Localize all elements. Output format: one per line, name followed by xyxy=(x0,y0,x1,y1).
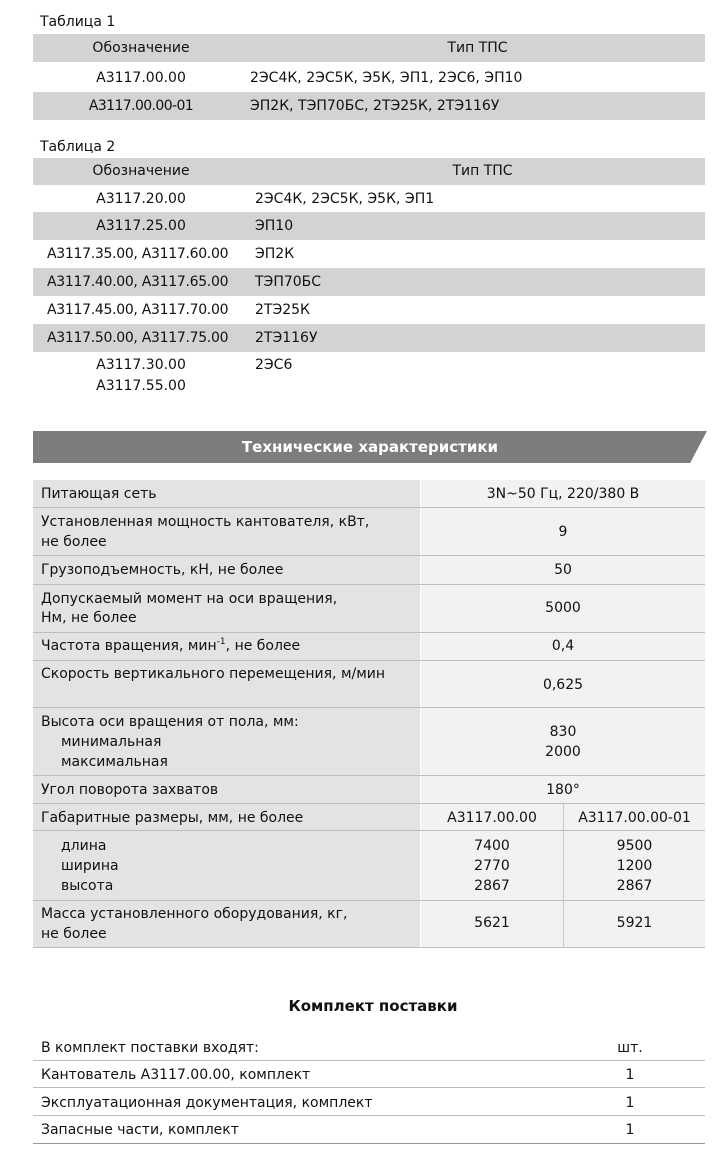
kit-title: Комплект поставки xyxy=(288,997,458,1015)
table2-row4-type: ТЭП70БС xyxy=(255,274,322,290)
table1-caption: Таблица 1 xyxy=(40,14,116,30)
kit-item-3-qty: 1 xyxy=(625,1122,635,1138)
table2-row1-type: 2ЭС4К, 2ЭС5К, Э5К, ЭП1 xyxy=(255,191,435,207)
spec-vspeed-label: Скорость вертикального перемещения, м/мин xyxy=(41,666,386,682)
spec-dimensions-label: Габаритные размеры, мм, не более xyxy=(41,810,304,826)
table2-row5-code: А3117.45.00, А3117.70.00 xyxy=(47,302,229,318)
spec-height-max-label: максимальная xyxy=(61,754,168,770)
kit-item-1-label: Кантователь А3117.00.00, комплект xyxy=(41,1067,311,1083)
table2-row4-code: А3117.40.00, А3117.65.00 xyxy=(47,274,229,290)
kit-item-1-qty: 1 xyxy=(625,1067,635,1083)
table2-row7-code-b: А3117.55.00 xyxy=(96,378,186,394)
table2-row7-code-a: А3117.30.00 xyxy=(96,357,186,373)
spec-angle-value: 180° xyxy=(546,782,580,798)
spec-height-col2: 2867 xyxy=(616,878,653,894)
spec-power-label-1: Установленная мощность кантователя, кВт, xyxy=(41,514,370,530)
table2-row6-type: 2ТЭ116У xyxy=(255,330,318,346)
spec-mass-col2: 5921 xyxy=(616,915,653,931)
spec-torque-value: 5000 xyxy=(545,600,581,616)
spec-capacity-label: Грузоподъемность, кН, не более xyxy=(41,562,284,578)
spec-vspeed-value: 0,625 xyxy=(542,677,584,693)
kit-header-label: В комплект поставки входят: xyxy=(41,1040,259,1056)
spec-mass-col1: 5621 xyxy=(474,915,510,931)
table1-header-designation: Обозначение xyxy=(92,40,190,56)
spec-supply-value: 3N~50 Гц, 220/380 В xyxy=(486,486,640,502)
table2-header-designation: Обозначение xyxy=(92,163,190,179)
spec-dimensions-col2: А3117.00.00-01 xyxy=(578,810,691,826)
spec-angle-label: Угол поворота захватов xyxy=(41,782,219,798)
table2-caption: Таблица 2 xyxy=(40,139,116,155)
spec-mass-label-1: Масса установленного оборудования, кг, xyxy=(41,906,348,922)
table2-row5-type: 2ТЭ25К xyxy=(255,302,310,318)
spec-height-min-value: 830 xyxy=(549,724,577,740)
spec-mass-label-2: не более xyxy=(41,926,107,942)
spec-rotation-label-tail: , не более xyxy=(225,638,301,654)
spec-power-value: 9 xyxy=(558,524,568,540)
spec-length-label: длина xyxy=(61,838,107,854)
table2-row7-type: 2ЭС6 xyxy=(255,357,293,373)
spec-rotation-value: 0,4 xyxy=(551,638,575,654)
table2-row3-code: А3117.35.00, А3117.60.00 xyxy=(47,246,229,262)
spec-supply-label: Питающая сеть xyxy=(41,486,157,502)
kit-item-2-label: Эксплуатационная документация, комплект xyxy=(41,1095,373,1111)
spec-length-col1: 7400 xyxy=(474,838,510,854)
spec-torque-label-2: Нм, не более xyxy=(41,610,137,626)
spec-height-col1: 2867 xyxy=(474,878,510,894)
kit-item-3-label: Запасные части, комплект xyxy=(41,1122,239,1138)
table1-row2-code: А3117.00.00-01 xyxy=(88,98,194,114)
table1-row1-type: 2ЭС4К, 2ЭС5К, Э5К, ЭП1, 2ЭС6, ЭП10 xyxy=(250,70,523,86)
spec-width-label: ширина xyxy=(61,858,119,874)
table1-row2-type: ЭП2К, ТЭП70БС, 2ТЭ25К, 2ТЭ116У xyxy=(250,98,500,114)
table1-header-type: Тип ТПС xyxy=(447,40,508,56)
table2-row2-code: А3117.25.00 xyxy=(96,218,186,234)
tech-title: Технические характеристики xyxy=(241,438,499,456)
spec-rotation-label xyxy=(41,638,300,655)
spec-width-col2: 1200 xyxy=(616,858,653,874)
kit-header-qty: шт. xyxy=(617,1040,643,1056)
table2-row3-type: ЭП2К xyxy=(255,246,295,262)
spec-dimensions-col1: А3117.00.00 xyxy=(447,810,537,826)
spec-rotation-label-main: Частота вращения, мин xyxy=(41,638,217,654)
table1-row1-code: А3117.00.00 xyxy=(96,70,186,86)
spec-capacity-value: 50 xyxy=(554,562,572,578)
spec-torque-label-1: Допускаемый момент на оси вращения, xyxy=(41,591,338,607)
table2-row6-code: А3117.50.00, А3117.75.00 xyxy=(47,330,229,346)
kit-item-2-qty: 1 xyxy=(625,1095,635,1111)
spec-length-col2: 9500 xyxy=(616,838,653,854)
spec-height-label: Высота оси вращения от пола, мм: xyxy=(41,714,299,730)
spec-height-min-label: минимальная xyxy=(61,734,162,750)
table2-row2-type: ЭП10 xyxy=(255,218,294,234)
spec-height-dim-label: высота xyxy=(61,878,114,894)
spec-power-label-2: не более xyxy=(41,534,107,550)
spec-height-max-value: 2000 xyxy=(545,744,581,760)
table2-header-type: Тип ТПС xyxy=(452,163,513,179)
table2-row1-code: А3117.20.00 xyxy=(96,191,186,207)
spec-rotation-label-exp: -1 xyxy=(216,637,226,647)
spec-width-col1: 2770 xyxy=(474,858,510,874)
